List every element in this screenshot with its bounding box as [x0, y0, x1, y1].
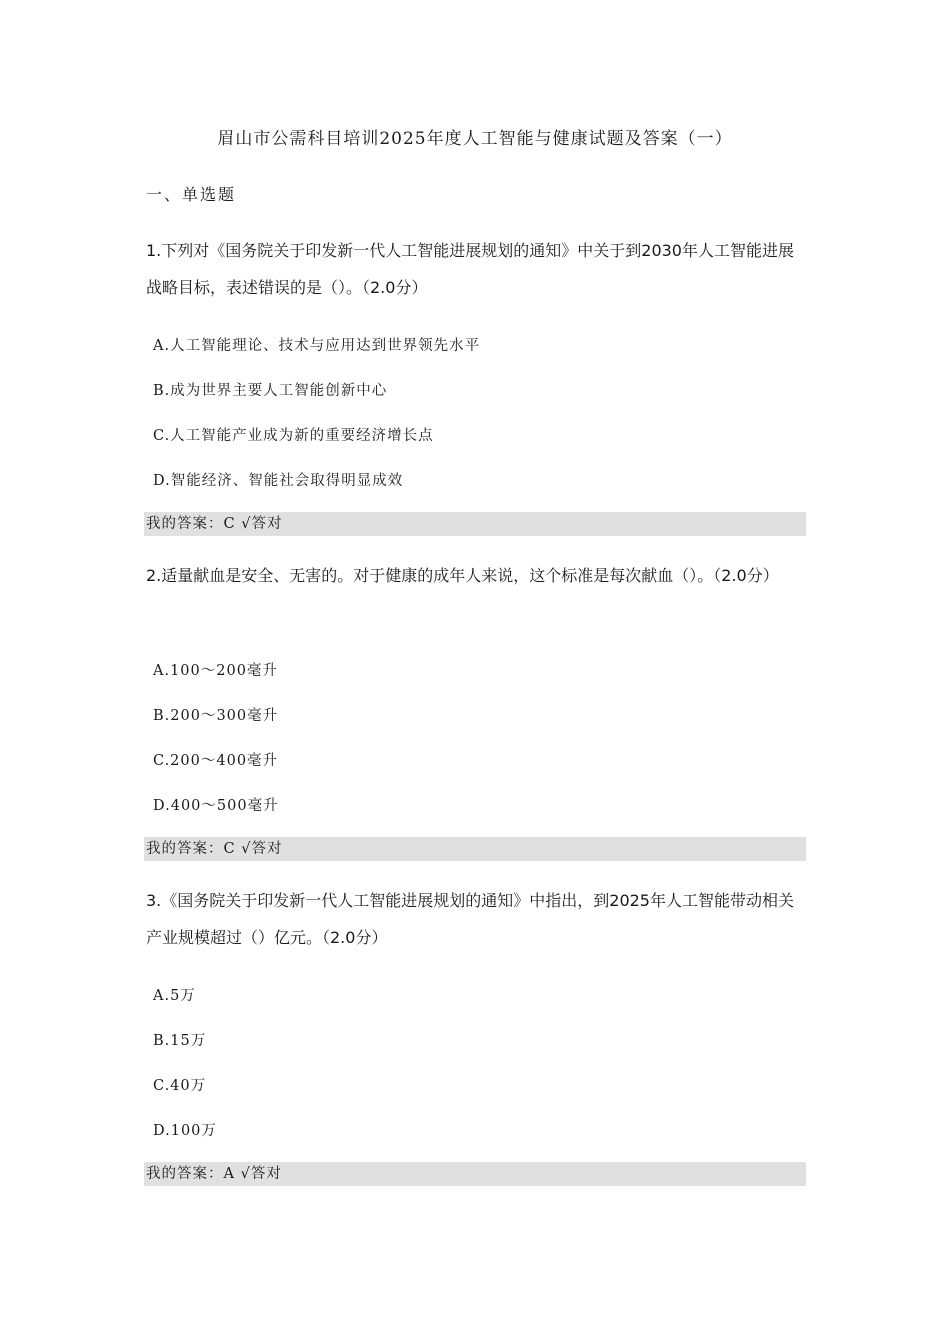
question-2-option-b: B.200～300毫升	[153, 708, 279, 724]
question-2-option-a: A.100～200毫升	[153, 663, 278, 679]
question-3-option-b: B.15万	[153, 1033, 207, 1049]
question-3-answer-bar: 我的答案：A √答对	[144, 1162, 806, 1186]
question-1-option-b: B.成为世界主要人工智能创新中心	[153, 383, 388, 399]
document-title: 眉山市公需科目培训2025年度人工智能与健康试题及答案（一）	[217, 129, 733, 149]
question-2-answer-bar: 我的答案：C √答对	[144, 837, 806, 861]
question-2-text: 2.适量献血是安全、无害的。对于健康的成年人来说，这个标准是每次献血（）。（2.0分）	[146, 566, 779, 585]
question-1-option-d: D.智能经济、智能社会取得明显成效	[153, 473, 404, 489]
question-1-option-a: A.人工智能理论、技术与应用达到世界领先水平	[153, 338, 481, 354]
question-2-option-c: C.200～400毫升	[153, 753, 279, 769]
question-1-answer-bar: 我的答案：C √答对	[144, 512, 806, 536]
question-1-text: 1.下列对《国务院关于印发新一代人工智能进展规划的通知》中关于到2030年人工智能进展战略目标，表述错误的是（）。（2.0分）	[146, 241, 794, 297]
section-heading: 一、单选题	[146, 185, 237, 204]
question-2-option-d: D.400～500毫升	[153, 798, 279, 814]
question-3-text: 3.《国务院关于印发新一代人工智能进展规划的通知》中指出，到2025年人工智能带动相关产业规模超过（）亿元。（2.0分）	[146, 891, 794, 947]
question-1-option-c: C.人工智能产业成为新的重要经济增长点	[153, 428, 434, 444]
question-3-option-a: A.5万	[153, 988, 196, 1004]
question-3-option-c: C.40万	[153, 1078, 207, 1094]
question-3-option-d: D.100万	[153, 1123, 217, 1139]
